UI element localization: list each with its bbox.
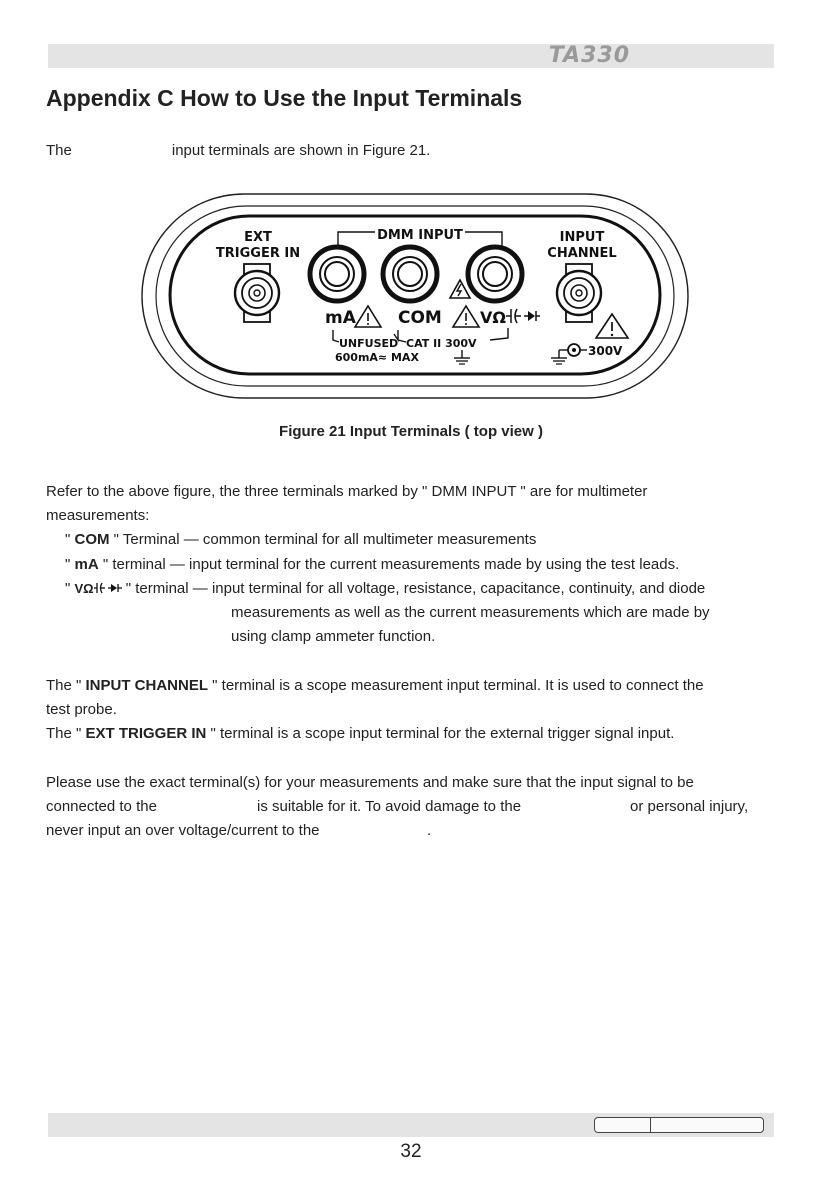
v-item-description: " terminal — input terminal for all voltage, resistance, capacitance, continuity, and diode — [121, 580, 706, 597]
para2-line3-rest: " terminal is a scope input terminal for the external trigger signal input. — [206, 725, 675, 742]
v-item-quote: " — [65, 580, 75, 597]
com-item — [65, 528, 536, 553]
para3-line2-b: is suitable for it. To avoid damage to the — [257, 798, 522, 815]
v-item-term: VΩ — [74, 581, 94, 596]
page-title: Appendix C How to Use the Input Terminals — [46, 85, 523, 111]
input-terminals-figure — [140, 192, 690, 402]
figure-caption: Figure 21 Input Terminals ( top view ) — [279, 423, 543, 440]
cat-rating-label: CAT II 300V — [406, 337, 477, 350]
para3-line2-a: connected to the — [46, 798, 157, 815]
intro-rest: input terminals are shown in Figure 21. — [171, 142, 431, 159]
footer-pill-decoration — [594, 1117, 764, 1133]
com-item-description: " Terminal — common terminal for all multimeter measurements — [109, 531, 537, 548]
para3-line2-c: or personal injury, — [630, 798, 749, 815]
cap-diode-icon — [94, 582, 122, 594]
input-channel-term: INPUT CHANNEL — [85, 677, 209, 694]
ma-item — [65, 553, 679, 578]
ma-terminal-label: mA — [325, 308, 356, 328]
para2-line1-pre: The " — [46, 677, 86, 694]
v-item-continuation-2: using clamp ammeter function. — [231, 628, 436, 645]
v-item-continuation-1: measurements as well as the current measurements which are made by — [231, 604, 710, 621]
ma-terminal-jack — [310, 247, 364, 301]
input-channel-label-top: INPUT — [559, 230, 605, 245]
scope-voltage-label: 300V — [588, 344, 623, 358]
para2-line1 — [46, 674, 704, 699]
intro-paragraph — [46, 139, 430, 164]
com-terminal-label: COM — [398, 308, 442, 328]
para1-line2: measurements: — [46, 507, 150, 524]
max-current-label: 600mA≈ MAX — [335, 351, 419, 364]
para2-line2: test probe. — [46, 701, 117, 718]
para2-line1-rest: " terminal is a scope measurement input terminal. It is used to connect the — [208, 677, 704, 694]
com-terminal-jack — [383, 247, 437, 301]
ext-trigger-label-top: EXT — [244, 230, 272, 245]
para3-line1: Please use the exact terminal(s) for your measurements and make sure that the input signal to be — [46, 774, 694, 791]
dmm-input-label: DMM INPUT — [377, 228, 463, 243]
brand-logo: TA330 — [548, 43, 630, 68]
header-bar — [48, 44, 774, 68]
ext-trigger-label-bottom: TRIGGER IN — [215, 246, 301, 261]
com-item-term: COM — [74, 531, 110, 548]
com-item-quote: " — [65, 531, 75, 548]
para3-line3-b: . — [427, 822, 432, 839]
intro-lead: The — [46, 142, 72, 159]
unfused-label: UNFUSED — [339, 337, 399, 350]
para2-line3-pre: The " — [46, 725, 86, 742]
ma-item-term: mA — [74, 556, 99, 573]
page-number: 32 — [400, 1141, 422, 1162]
para3-line3-a: never input an over voltage/current to the — [46, 822, 320, 839]
footer-bar — [48, 1113, 774, 1137]
para2-line3 — [46, 722, 674, 747]
ma-item-description: " terminal — input terminal for the current measurements made by using the test leads. — [98, 556, 680, 573]
input-channel-label-bottom: CHANNEL — [547, 246, 617, 261]
ma-item-quote: " — [65, 556, 75, 573]
v-terminal-jack — [468, 247, 522, 301]
terminal-panel-diagram — [140, 192, 690, 402]
ext-trigger-term: EXT TRIGGER IN — [85, 725, 207, 742]
para1-line1: Refer to the above figure, the three terminals marked by " DMM INPUT " are for multimeter — [46, 483, 648, 500]
v-item — [65, 577, 705, 602]
v-terminal-label: VΩ — [480, 308, 506, 327]
